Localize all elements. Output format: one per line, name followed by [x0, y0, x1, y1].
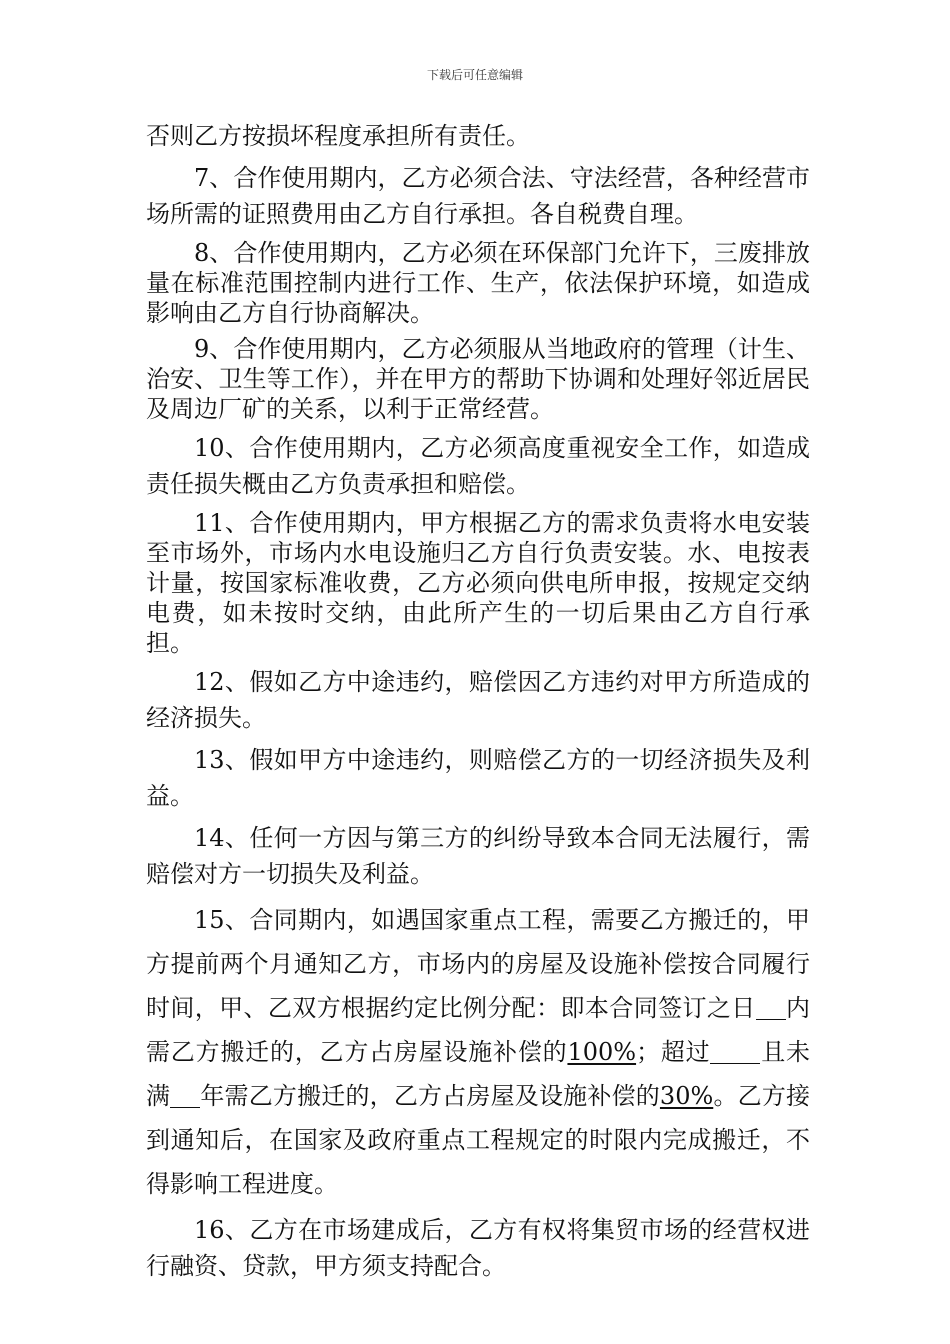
document-body	[146, 118, 810, 1290]
blank-field	[170, 1083, 200, 1108]
clause-15-part-d: 且未满	[146, 1038, 811, 1110]
clause-16: 16、乙方在市场建成后，乙方有权将集贸市场的经营权进行融资、贷款，甲方须支持配合。	[146, 1216, 810, 1280]
clause-15-part-e: 年需乙方搬迁的，乙方占房屋及设施补偿的	[200, 1082, 660, 1110]
paragraph-continuation: 否则乙方按损坏程度承担所有责任。	[146, 122, 530, 150]
clause-15	[146, 898, 810, 1206]
clause-15-part-c: ；超过	[636, 1038, 711, 1066]
clause-8: 8、合作使用期内，乙方必须在环保部门允许下，三废排放量在标准范围控制内进行工作、生产，依法保护环境，如造成影响由乙方自行协商解决。	[146, 239, 810, 327]
clause-10: 10、合作使用期内，乙方必须高度重视安全工作，如造成责任损失概由乙方负责承担和赔偿。	[146, 434, 810, 498]
blank-field	[710, 1039, 760, 1064]
clause-15-part-f: 。乙方接到通知后，在国家及政府重点工程规定的时限内完成搬迁，不得影响工程进度。	[146, 1082, 811, 1198]
clause-11: 11、合作使用期内，甲方根据乙方的需求负责将水电安装至市场外，市场内水电设施归乙方自行负责安装。水、电按表计量，按国家标准收费，乙方必须向供电所申报，按规定交纳电费，如未按时交纳，由此所产生的一切后果由乙方自行承担。	[146, 509, 810, 657]
clause-15-part-a: 15、合同期内，如遇国家重点工程，需要乙方搬迁的，甲方提前两个月通知乙方，市场内的房屋及设施补偿按合同履行时间，甲、乙双方根据约定比例分配：即本合同签订之日	[146, 906, 810, 1022]
clause-13: 13、假如甲方中途违约，则赔偿乙方的一切经济损失及利益。	[146, 746, 810, 810]
clause-15-part-b: 内需乙方搬迁的，乙方占房屋设施补偿的	[146, 994, 811, 1066]
clause-7: 7、合作使用期内，乙方必须合法、守法经营，各种经营市场所需的证照费用由乙方自行承担。各自税费自理。	[146, 164, 810, 228]
clause-12: 12、假如乙方中途违约，赔偿因乙方违约对甲方所造成的经济损失。	[146, 668, 810, 732]
clause-14: 14、任何一方因与第三方的纠纷导致本合同无法履行，需赔偿对方一切损失及利益。	[146, 824, 810, 888]
clause-9: 9、合作使用期内，乙方必须服从当地政府的管理（计生、治安、卫生等工作），并在甲方的帮助下协调和处理好邻近居民及周边厂矿的关系，以利于正常经营。	[146, 335, 810, 423]
page-header: 下载后可任意编辑	[426, 68, 523, 82]
percentage-30: 30%	[659, 1082, 714, 1110]
percentage-100: 100%	[567, 1038, 637, 1066]
blank-field	[756, 995, 786, 1020]
